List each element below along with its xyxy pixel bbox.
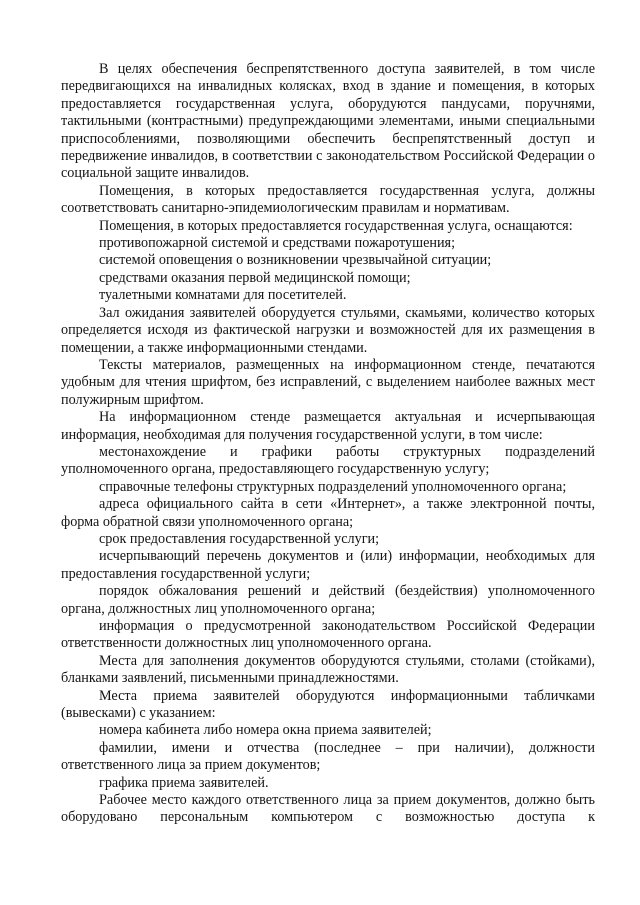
list-item-emergency-alert: системой оповещения о возникновении чрезвычайной ситуации; — [99, 252, 492, 269]
list-item-website-email: адреса официального сайта в сети «Интернет», а также электронной почты, форма обратной связи уполномоченного органа; — [61, 496, 595, 530]
list-item-appeal-procedure: порядок обжалования решений и действий (бездействия) уполномоченного органа, должностных лиц уполномоченного органа; — [61, 583, 595, 617]
list-item-documents-list: исчерпывающий перечень документов и (или) информации, необходимых для предоставления государственной услуги; — [61, 548, 595, 582]
paragraph-waiting-hall: Зал ожидания заявителей оборудуется стульями, скамьями, количество которых определяется исходя из фактической нагрузки и возможностей для их размещения в помещении, а также информационными стендами. — [61, 304, 595, 356]
list-item-first-aid: средствами оказания первой медицинской помощи; — [99, 269, 411, 286]
list-item-reception-schedule: графика приема заявителей. — [99, 774, 269, 791]
list-item-fire-protection: противопожарной системой и средствами пожаротушения; — [99, 235, 456, 252]
paragraph-stand-info: На информационном стенде размещается актуальная и исчерпывающая информация, необходимая для получения государственной услуги, в том числе: — [61, 409, 595, 443]
list-item-service-term: срок предоставления государственной услуги; — [99, 530, 380, 547]
list-item-liability-info: информация о предусмотренной законодательством Российской Федерации ответственности должностных лиц уполномоченного органа. — [61, 618, 595, 652]
list-item-location-schedules: местонахождение и графики работы структурных подразделений уполномоченного органа, предоставляющего государственную услугу; — [61, 443, 595, 478]
document-page — [61, 61, 595, 827]
paragraph-reception-places: Места приема заявителей оборудуются информационными табличками (вывесками) с указанием: — [61, 687, 595, 722]
paragraph-workplace: Рабочее место каждого ответственного лица за прием документов, должно быть оборудовано персональным компьютером с возможностью доступа к — [61, 792, 595, 826]
paragraph-stand-texts: Тексты материалов, размещенных на информационном стенде, печатаются удобным для чтения шрифтом, без исправлений, с выделением наиболее важных мест полужирным шрифтом. — [61, 356, 595, 408]
list-item-phones: справочные телефоны структурных подразделений уполномоченного органа; — [99, 478, 567, 495]
paragraph-form-filling-places: Места для заполнения документов оборудуются стульями, столами (стойками), бланками заявлений, письменными принадлежностями. — [61, 652, 595, 687]
paragraph-accessibility: В целях обеспечения беспрепятственного доступа заявителей, в том числе передвигающихся на инвалидных колясках, вход в здание и помещения, в которых предоставляется государственная услуга, оборудуются пандусами, поручнями, тактильными (контрастными) предупреждающими элементами, иными специальными приспособлениями, позволяющими обеспечить беспрепятственный доступ и передвижение инвалидов, в соответствии с законодательством Российской Федерации о социальной защите инвалидов. — [61, 61, 595, 182]
list-item-office-number: номера кабинета либо номера окна приема заявителей; — [99, 722, 432, 739]
list-item-restrooms: туалетными комнатами для посетителей. — [99, 287, 347, 304]
paragraph-sanitary-rules: Помещения, в которых предоставляется государственная услуга, должны соответствовать санитарно-эпидемиологическим правилам и нормативам. — [61, 182, 595, 217]
paragraph-premises-equipped: Помещения, в которых предоставляется государственная услуга, оснащаются: — [99, 217, 573, 234]
list-item-responsible-person: фамилии, имени и отчества (последнее – при наличии), должности ответственного лица за прием документов; — [61, 739, 595, 774]
